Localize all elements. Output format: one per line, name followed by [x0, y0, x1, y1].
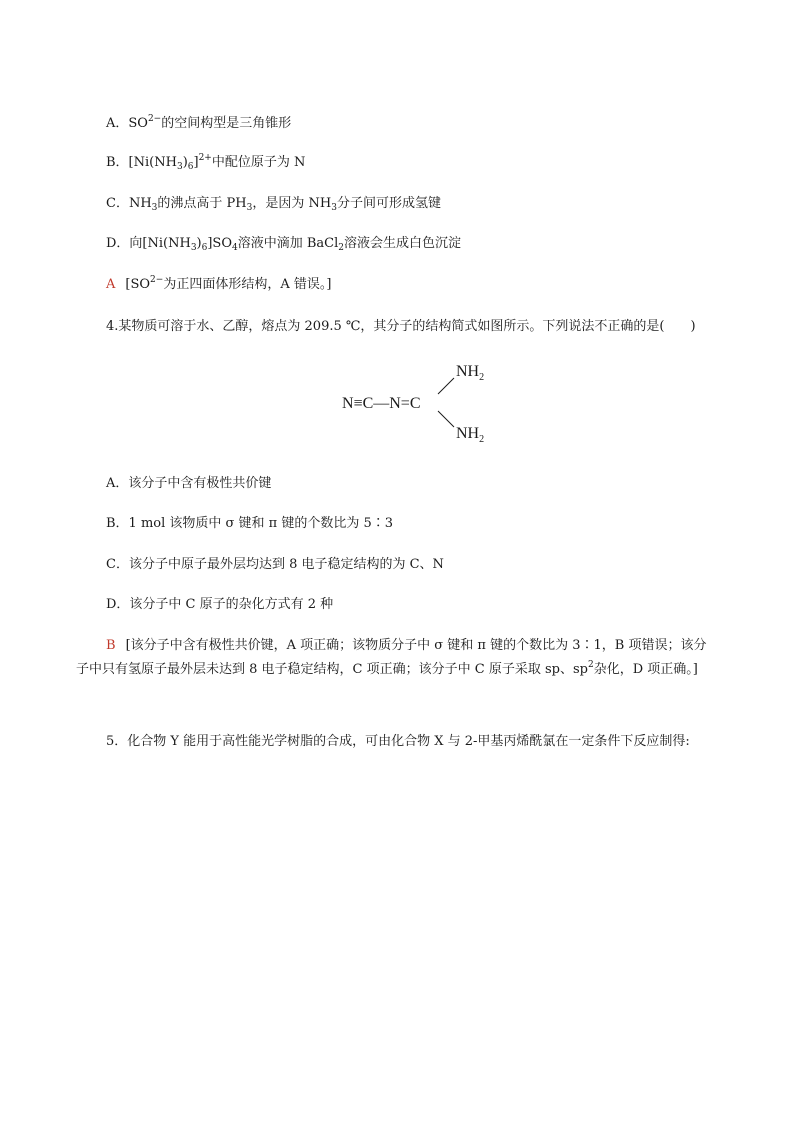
q4-stem: 4.某物质可溶于水、乙醇，熔点为 209.5 ℃，其分子的结构简式如图所示。下列说法不正确的是( )	[106, 319, 696, 334]
q4-option-c: C．该分子中原子最外层均达到 8 电子稳定结构的为 C、N	[106, 557, 444, 572]
q3-option-b: B．$[Ni(NH_3)_6]^{2+}$中配位原子为 N	[106, 153, 306, 172]
answer-letter: B	[106, 638, 116, 653]
q4-answer: B [该分子中含有极性共价键，A 项正确；该物质分子中 σ 键和 π 键的个数比为 3∶1，B 项错误；该分子中只有氢原子最外层未达到 8 电子稳定结构，C 项正确；该分子中 C 原子采取 sp、$sp^2$杂化，D 项正确。]	[76, 638, 707, 677]
q3-option-a: A．$SO^{2-}$的空间构型是三角锥形	[106, 114, 292, 131]
q4-option-b: B．1 mol 该物质中 σ 键和 π 键的个数比为 5∶3	[106, 516, 394, 531]
q5-stem: 5．化合物 Y 能用于高性能光学树脂的合成，可由化合物 X 与 2-甲基丙烯酰氯在一定条件下反应制得:	[106, 734, 690, 749]
q4-option-a: A．该分子中含有极性共价键	[106, 476, 272, 491]
nh2-bottom: $NH_2$	[456, 425, 485, 445]
molecule-structure	[336, 356, 506, 452]
chain-text: N≡C—N=C	[342, 395, 421, 412]
nh2-top: $NH_2$	[456, 363, 485, 383]
q3-answer: A [$SO^{2-}$为正四面体形结构，A 错误。]	[106, 275, 332, 292]
q4-option-d: D．该分子中 C 原子的杂化方式有 2 种	[106, 597, 334, 612]
bond-bottom	[438, 411, 454, 427]
bond-top	[438, 378, 454, 394]
answer-letter: A	[106, 277, 116, 292]
q3-option-d: D．向$[Ni(NH_3)_6]SO_4$溶液中滴加 BaCl$_2$溶液会生成白色沉淀	[106, 236, 462, 253]
q3-option-c: C．$NH_3$的沸点高于 $PH_3$，是因为 $NH_3$分子间可形成氢键	[106, 196, 441, 213]
